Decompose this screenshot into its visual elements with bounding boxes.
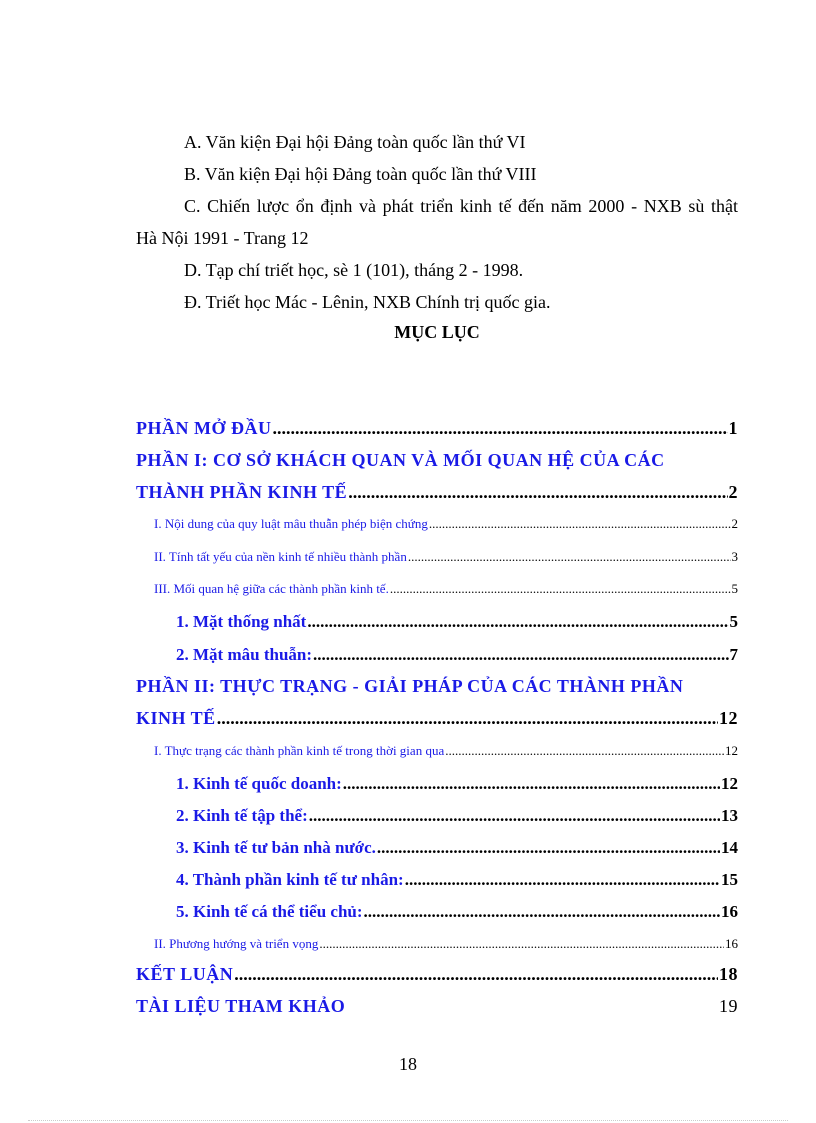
toc-entry-section[interactable] [136,516,738,532]
toc-page-number: 13 [721,806,738,825]
reference-item: A. Văn kiện Đại hội Đảng toàn quốc lần thứ VI [184,132,526,152]
toc-entry-text: PHẦN MỞ ĐẦU [136,418,272,438]
toc-entry-section[interactable] [136,936,738,952]
toc-entry-text: 4. Thành phần kinh tế tư nhân: [176,870,404,889]
toc-page-number: 15 [721,870,738,889]
toc-entry-text: I. Thực trạng các thành phần kinh tế trong thời gian qua [154,743,445,758]
toc-entry-text: TÀI LIỆU THAM KHẢO [136,996,346,1016]
toc-entry-text: 1. Kinh tế quốc doanh: [176,774,342,793]
toc-entry-text: II. Tính tất yếu của nền kinh tế nhiều thành phần [154,549,407,564]
toc-entry-text: 2. Mặt mâu thuẫn: [176,645,313,664]
toc-page-number: 14 [721,838,738,857]
toc-page-number: 5 [731,581,738,596]
toc-leader-dots [445,743,724,759]
toc-entry-text: KINH TẾ [136,708,216,728]
toc-leader-dots [307,612,728,632]
toc-entry-text: KẾT LUẬN [136,964,234,984]
page-number: 18 [399,1054,417,1074]
toc-page-number: 18 [719,964,738,984]
toc-entry-item[interactable] [136,902,738,922]
toc-entry-item[interactable] [136,612,738,632]
toc-entry-text: II. Phương hướng và triển vọng [154,936,319,951]
toc-entry-part-2-heading[interactable] [136,676,738,697]
toc-entry-part-1[interactable] [136,482,738,503]
toc-leader-dots [313,645,728,665]
toc-entry-text: 2. Kinh tế tập thể: [176,806,308,825]
toc-leader-dots [364,902,720,922]
page-bottom-divider [28,1120,788,1121]
toc-page-number: 12 [721,774,738,793]
toc-page-number: 16 [725,936,738,951]
toc-page-number: 19 [719,996,738,1016]
toc-entry-text: 5. Kinh tế cá thể tiểu chủ: [176,902,363,921]
toc-entry-conclusion[interactable] [136,964,738,985]
toc-leader-dots [377,838,720,858]
toc-page-number: 2 [731,516,738,531]
toc-entry-part-1-heading[interactable] [136,450,738,471]
reference-item-continuation: Hà Nội 1991 - Trang 12 [136,228,309,248]
reference-list [136,126,738,318]
reference-item: C. Chiến lược ổn định và phát triển kinh tế đến năm 2000 - NXB sù thật [184,196,738,216]
toc-leader-dots [429,516,731,532]
toc-entry-item[interactable] [136,645,738,665]
toc-title: MỤC LỤC [394,322,480,342]
toc-entry-item[interactable] [136,870,738,890]
toc-page-number: 12 [719,708,738,728]
toc-entry-section[interactable] [136,581,738,597]
toc-leader-dots [405,870,720,890]
toc-entry-text: THÀNH PHẦN KINH TẾ [136,482,348,502]
toc-entry-text: PHẦN I: CƠ SỞ KHÁCH QUAN VÀ MỐI QUAN HỆ CỦA CÁC [136,450,665,470]
toc-leader-dots [319,936,724,952]
toc-page-number: 1 [728,418,738,438]
toc-entry-section[interactable] [136,743,738,759]
toc-leader-dots [343,774,720,794]
toc-entry-section[interactable] [136,549,738,565]
toc-entry-references[interactable] [136,996,738,1017]
toc-page-number: 7 [729,645,738,664]
toc-entry-item[interactable] [136,838,738,858]
toc-leader-dots [309,806,720,826]
toc-page-number: 2 [728,482,738,502]
toc-leader-dots [390,581,731,597]
reference-item: Đ. Triết học Mác - Lênin, NXB Chính trị quốc gia. [184,292,551,312]
toc-leader-dots [348,482,727,503]
toc-page-number: 16 [721,902,738,921]
toc-entry-text: 1. Mặt thống nhất [176,612,307,631]
reference-item: B. Văn kiện Đại hội Đảng toàn quốc lần thứ VIII [184,164,537,184]
toc-leader-dots [408,549,731,565]
toc-leader-dots [234,964,718,985]
toc-page-number: 12 [725,743,738,758]
toc-entry-text: PHẦN II: THỰC TRẠNG - GIẢI PHÁP CỦA CÁC THÀNH PHẦN [136,676,684,696]
toc-entry-item[interactable] [136,774,738,794]
toc-leader-dots [217,708,718,729]
toc-entry-part-2[interactable] [136,708,738,729]
toc-entry-item[interactable] [136,806,738,826]
toc-page-number: 3 [731,549,738,564]
toc-entry-text: III. Mối quan hệ giữa các thành phần kinh tế. [154,581,389,596]
toc-entry-text: 3. Kinh tế tư bản nhà nước. [176,838,376,857]
toc-leader-dots [272,418,727,439]
reference-item: D. Tạp chí triết học, sè 1 (101), tháng 2 - 1998. [184,260,524,280]
toc-entry-intro[interactable] [136,418,738,439]
toc-entry-text: I. Nội dung của quy luật mâu thuẫn phép biện chứng [154,516,428,531]
toc-page-number: 5 [729,612,738,631]
